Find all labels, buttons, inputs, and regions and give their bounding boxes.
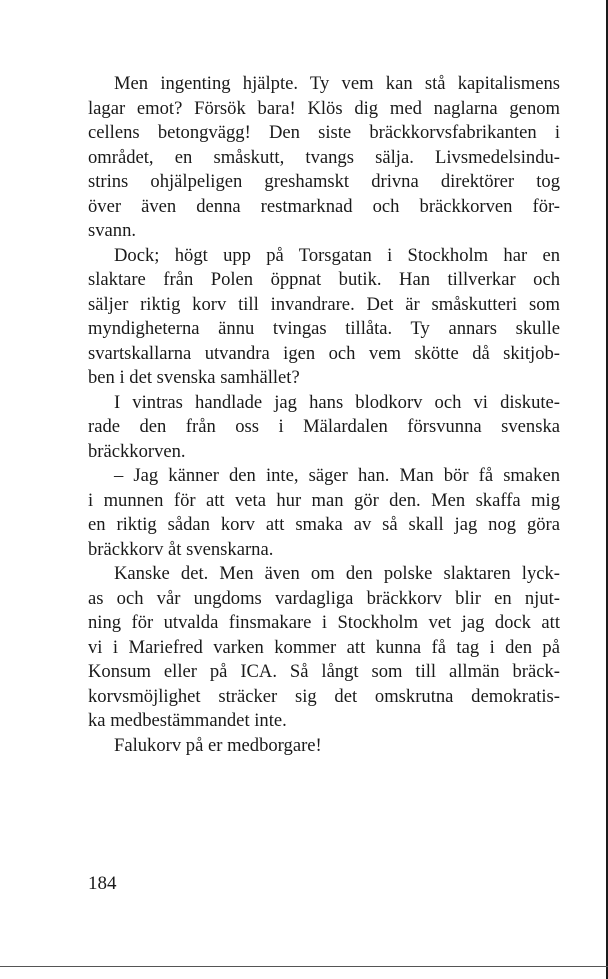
text-line: området, en småskutt, tvangs sälja. Livsmedelsindu- bbox=[88, 146, 560, 168]
text-line: säljer riktig korv till invandrare. Det är småskutteri som bbox=[88, 293, 560, 315]
text-line: rade den från oss i Mälardalen försvunna svenska bbox=[88, 416, 560, 437]
text-line: cellens betongvägg! Den siste bräckkorvsfabrikanten i bbox=[88, 122, 560, 143]
text-line: Konsum eller på ICA. Så långt som till allmän bräck- bbox=[88, 661, 560, 682]
text-line: Kanske det. Men även om den polske slaktaren lyck- bbox=[114, 563, 560, 584]
text-line: en riktig sådan korv att smaka av så skall jag nog göra bbox=[88, 514, 560, 535]
text-line: ka medbestämmandet inte. bbox=[88, 710, 287, 731]
text-line: Dock; högt upp på Torsgatan i Stockholm har en bbox=[114, 244, 560, 266]
text-line: Falukorv på er medborgare! bbox=[114, 734, 322, 756]
text-line: svartskallarna utvandra igen och vem skötte då skitjob- bbox=[88, 342, 560, 364]
text-line: i munnen för att veta hur man gör den. Men skaffa mig bbox=[88, 489, 560, 511]
text-line: I vintras handlade jag hans blodkorv och vi diskute- bbox=[114, 391, 560, 413]
text-line: ning för utvalda finsmakare i Stockholm vet jag dock att bbox=[88, 612, 560, 633]
text-line: myndigheterna ännu tvingas tillåta. Ty annars skulle bbox=[88, 318, 560, 339]
text-line: bräckkorv åt svenskarna. bbox=[88, 538, 274, 560]
text-line: vi i Mariefred varken kommer att kunna få tag i den på bbox=[88, 636, 560, 658]
page-bottom-edge bbox=[0, 966, 608, 967]
text-line: lagar emot? Försök bara! Klös dig med naglarna genom bbox=[88, 97, 560, 119]
page-number: 184 bbox=[88, 873, 117, 894]
text-line: as och vår ungdoms vardagliga bräckkorv blir en njut- bbox=[88, 587, 560, 609]
text-line: strins ohjälpeligen greshamskt drivna direktörer tog bbox=[88, 171, 560, 192]
text-line: svann. bbox=[88, 220, 137, 241]
body-text bbox=[88, 72, 560, 758]
text-line: ben i det svenska samhället? bbox=[88, 367, 300, 388]
text-line: Men ingenting hjälpte. Ty vem kan stå kapitalismens bbox=[114, 73, 560, 94]
text-line: över även denna restmarknad och bräckkorven för- bbox=[88, 195, 560, 217]
text-line: bräckkorven. bbox=[88, 440, 186, 462]
text-line: korvsmöjlighet sträcker sig det omskrutna demokratis- bbox=[88, 685, 560, 707]
text-line: – Jag känner den inte, säger han. Man bör få smaken bbox=[114, 465, 560, 486]
text-line: slaktare från Polen öppnat butik. Han tillverkar och bbox=[88, 269, 560, 290]
